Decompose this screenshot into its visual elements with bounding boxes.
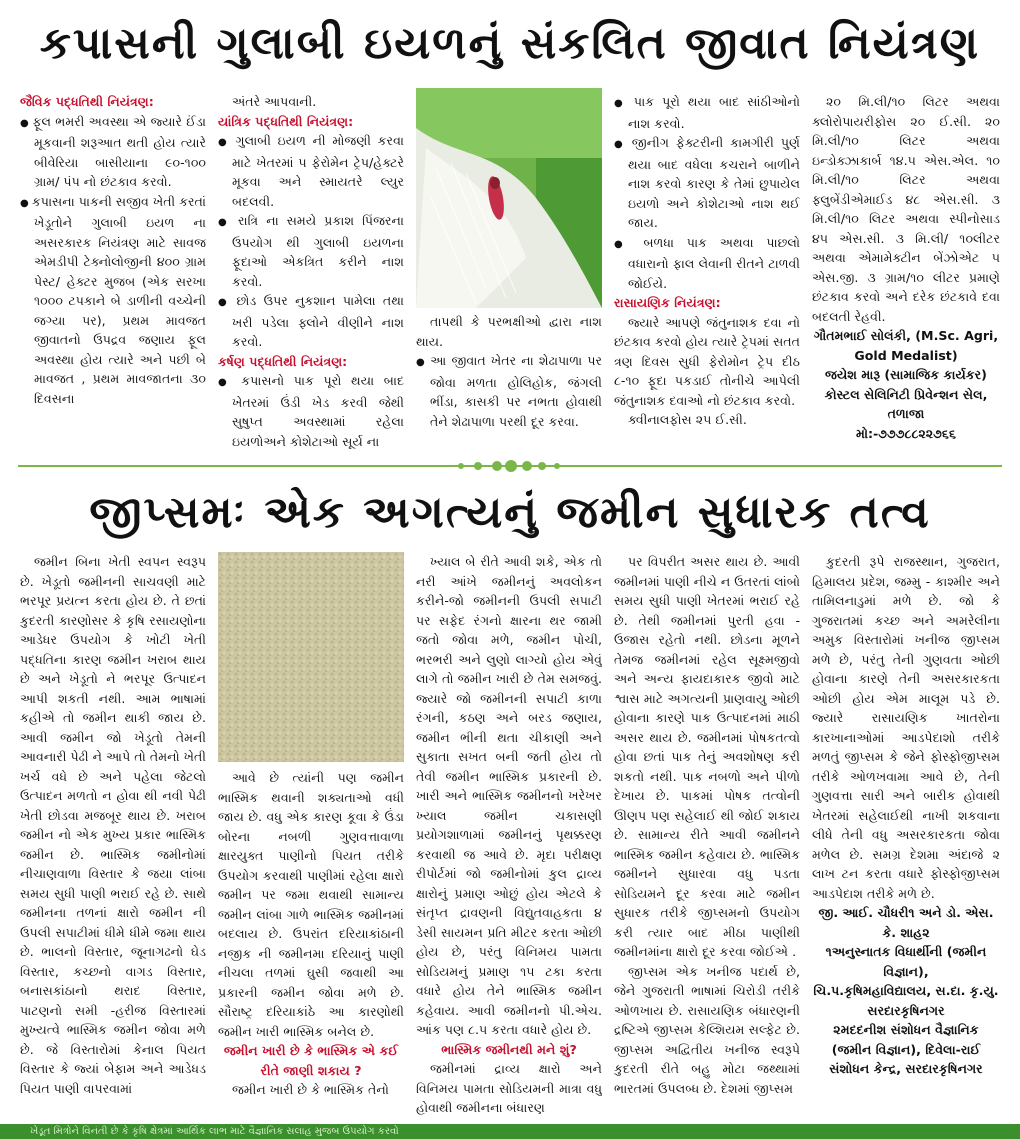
gypsum-photo bbox=[218, 552, 404, 762]
subheading: કર્ષણ પદ્ધતિથી નિયંત્રણ: bbox=[218, 353, 348, 369]
paragraph: જમીન ખારી છે કે ભાસ્મિક તેનો bbox=[232, 1082, 389, 1097]
footer-strip bbox=[0, 1124, 1020, 1139]
footer-text: ખેડૂત મિત્રોને વિનંતી છે કે કૃષિ ક્ષેત્રમાં આર્થિક લાભ માટે વૈજ્ઞાનિક સલાહ મુજબ ઉપયોગ કરવો bbox=[30, 1126, 399, 1137]
article1-col3 bbox=[416, 312, 602, 460]
author-credit: ૨મદદનીશ સંશોધન વૈજ્ઞાનિક (જમીન વિજ્ઞાન), દિવેલા-રાઈ સંશોધન કેન્દ્ર, સરદારકૃષિનગર bbox=[829, 1022, 983, 1076]
article2-title: જીપ્સમઃ એક અગત્યનું જમીન સુધારક તત્વ bbox=[89, 487, 931, 538]
paragraph: ૨૦ મિ.લી/૧૦ લિટર અથવા ક્લોરોપાયરીફોસ ૨૦ ઈ.સી. ૨૦ મિ.લી/૧૦ લિટર અથવા ઇન્ડોક્ઝાકાર્બ ૧૪.૫ એસ.એલ. ૧૦ મિ.લી/૧૦ લિટર અથવા ફ્લુબેંડીએમાઈડ ૪૮ એસ.સી. ૩ મિ.લી/૧૦ લિટર અથવા સ્પીનોસાડ ૪૫ એસ.સી. ૩ મિ.લી/ ૧૦લીટર અથવા એમામેક્ટીન બેંઝોએટ ૫ એસ.જી. ૩ ગ્રામ/૧૦ લીટર પ્રમાણે છંટકાવ કરવો અને દરેક છંટકાવે દવા બદલતી રેહવી. bbox=[812, 94, 1000, 324]
article2-col3 bbox=[416, 552, 602, 1120]
subheading: જૈવિક પદ્ધતિથી નિયંત્રણ: bbox=[20, 94, 154, 109]
article1-col1 bbox=[20, 92, 206, 460]
article2-col2 bbox=[218, 768, 404, 1120]
bullet-paragraph: ● ફૂલ ભમરી અવસ્થા એ જ્યારે ઈંડા મૂકવાની શરૂઆત થતી હોય ત્યારે બીવેરિયા બાસીયાના ૯૦-૧૦૦ ગ્રામ/ પંપ નો છંટકાવ કરવો. bbox=[20, 112, 206, 192]
bullet-paragraph: ● છોડ ઉપર નુકશાન પામેલા તથા ખરી પડેલા ફ્લોને વીણીને નાશ કરવો. bbox=[218, 291, 404, 352]
bollworm-photo bbox=[416, 88, 602, 308]
paragraph: તાપથી કે પરભક્ષીઓ દ્વારા નાશ થાય. bbox=[416, 314, 602, 349]
article1-col5 bbox=[812, 92, 1000, 460]
article2-col5 bbox=[812, 552, 1000, 1120]
paragraph: પર વિપરીત અસર થાય છે. આવી જમીનમાં પાણી નીચે ન ઉતરતાં લાંબો સમય સુધી પાણી ખેતરમાં ભરાઈ રહે છે. તેથી જમીનમાં પુરતી હવા - ઉજાસ રહેતો નથી. છોડના મૂળને તેમજ જમીનમાં રહેલ સૂક્ષ્મજીવો અને અન્ય ફાયદાકારક જીવો માટે શ્વાસ માટે અગત્યની પ્રાણવાયુ ઓછી હોવાના કારણે પાક ઉત્પાદનમાં માઠી અસર થાય છે. જમીનમાં પોષકતત્વો હોવા છતાં પાક તેનું અવશોષણ કરી શકતો નથી. પાક નબળો અને પીળો દેખાય છે. પાકમાં પોષક તત્વોની ઊણપ પણ સહેલાઈ થી જોઈ શકાય છે. સામાન્ય રીતે આવી જમીનને ભાસ્મિક જમીન કહેવાય છે. ભાસ્મિક જમીનને સુધારવા વધુ પડતા સોડિયમને દૂર કરવા માટે જમીન સુધારક તરીકે જીપ્સમનો ઉપયોગ કરી ત્યાર બાદ મીઠા પાણીથી જમીનમાંના ક્ષારો દૂર કરવા જોઈએ . bbox=[614, 554, 800, 959]
paragraph: આવે છે ત્યાંની પણ જમીન ભાસ્મિક થવાની શક્યતાઓ વધી જાય છે. વધુ એક કારણ કૂવા કે ઉંડા બોરના નબળી ગુણવત્તાવાળા ક્ષારયુક્ત પાણીનો પિયત તરીકે ઉપયોગ કરવાથી પાણીમાં રહેલા ક્ષારો જમીન પર જમા થવાથી સામાન્ય જમીન લાંબા ગાળે ભાસ્મિક જમીનમાં બદલાય છે. ઉપરાંત દરિયાકાંઠાની નજીક ની જમીનમા દરિયાનું પાણી નીચલા તળમાં ઘુસી જવાથી આ પ્રકારની જમીન જોવા મળે છે. સૌરાષ્ટ્ર દરિયાકાંઠે આ કારણોથી જમીન ખારી ભાસ્મિક બનેલ છે. bbox=[218, 770, 404, 1039]
bullet-paragraph: ● કપાસનો પાક પૂરો થયા બાદ ખેતરમાં ઉંડી ખેડ કરવી જેથી સુષુપ્ત અવસ્થામાં રહેલા ઇયળોઅને કોશેટાઓ સૂર્ય ના bbox=[218, 371, 404, 451]
article1-col2 bbox=[218, 92, 404, 460]
author-credit: કોસ્ટલ સેલિનિટી પ્રિવેન્શન સેલ, તળાજા bbox=[824, 386, 988, 421]
subheading: જમીન ખારી છે કે ભાસ્મિક એ કઈ રીતે જાણી શકાય ? bbox=[223, 1043, 399, 1078]
bullet-paragraph: ● ગુલાબી ઇયળ ની મોજણી કરવા માટે ખેતરમાં ૫ ફેરોમેન ટ્રેપ/હેક્ટરે મૂકવા અને સ્માયતરે લ્યુર બદલવી. bbox=[218, 131, 404, 211]
paragraph: ખ્યાલ બે રીતે આવી શકે, એક તો નરી આંખે જમીનનું અવલોકન કરીને-જો જમીનની ઉપલી સપાટી પર સફેદ રંગનો ક્ષારના થર જામી જતો જોવા મળે, જમીન પોચી, ભરભરી અને લુણો લાગ્યો હોય એવું લાગે તો જમીન ખારી છે તેમ સમજવું. જ્યારે જો જમીનની સપાટી કાળા રંગની, કઠણ અને બરડ જણાય, જમીન ભીની થતા ચીકાણી અને સુકાતા સખત બની જતી હોય તો તેવી જમીન ભાસ્મિક પ્રકારની છે. ખારી અને ભાસ્મિક જમીનનો ખરેખર ખ્યાલ જમીન ચકાસણી પ્રયોગશાળામાં જમીનનું પૃથક્કરણ કરવાથી જ આવે છે. મૃદા પરીક્ષણ રીપોર્ટમાં જો જમીનોમાં કુલ દ્રાવ્ય ક્ષારોનું પ્રમાણ ઓછું હોય એટલે કે સંતૃપ્ત દ્રાવણની વિદ્યુતવાહકતા ૪ ડેસી સાયમન પ્રતિ મીટર કરતા ઓછી હોય છે, પરંતુ વિનિમય પામતા સોડિયમનું પ્રમાણ ૧૫ ટકા કરતા વધારે હોય તેને ભાસ્મિક જમીન કહેવાય. આવી જમીનનો પી.એચ. આંક પણ ૮.૫ કરતા વધારે હોય છે. bbox=[416, 554, 602, 1037]
divider-ornament bbox=[458, 458, 562, 474]
bullet-paragraph: ● રાત્રિ ના સમયે પ્રકાશ પિંજરના ઉપયોગ થી ગુલાબી ઇયળના ફૂદાઓ એકત્રિત કરીને નાશ કરવો. bbox=[218, 211, 404, 291]
paragraph: જ્યારે આપણે જંતુનાશક દવા નો છંટકાવ કરવો હોય ત્યારે ટ્રેપમાં સતત ત્રણ દિવસ સુધી ફેરોમોન ટ્રેપ દીઠ ૮-૧૦ ફૂદા પકડાઈ તોનીચે આપેલી જંતુનાશક દવાઓ નો છંટકાવ કરવો. bbox=[614, 314, 800, 408]
paragraph: ક્વીનાલફોસ ૨૫ ઈ.સી. bbox=[628, 412, 747, 427]
paragraph: કુદરતી રૂપે રાજસ્થાન, ગુજરાત, હિમાલય પ્રદેશ, જમ્મુ - કાશ્મીર અને તામિલનાડુમાં મળે છે. જો કે ગુજરાતમાં કચ્છ અને અમરેલીના અમુક વિસ્તારોમાં ખનીજ જીપ્સમ મળે છે, પરંતુ તેની ગુણવતા ઓછી હોવાના કારણે તેની અસરકારકતા ઓછી હોય એમ માલૂમ પડે છે. જ્યારે રાસાયણિક ખાતરોના કારખાનાઓમાં આડપેદાશો તરીકે મળતું જીપ્સમ કે જેને ફોસ્ફોજીપ્સમ તરીકે ઓળખવામા આવે છે, તેની ગુણવત્તા સારી અને બારીક હોવાથી ખેતરમાં સહેલાઈથી નાખી શકવાના લીધે તેની વધુ અસરકારકતા જોવા મળેલ છે. સમગ્ર દેશમા અંદાજે ૨ લાખ ટન કરતા વધારે ફોસ્ફોજીપ્સમ આડપેદાશ તરીકે મળે છે. bbox=[812, 554, 1000, 901]
author-credit: જયેશ મારૂ (સામાજિક કાર્યકર) bbox=[825, 367, 987, 382]
author-credit: જી. આઈ. ચૌધરી૧ અને ડો. એસ. કે. શાહ૨ bbox=[818, 905, 994, 940]
subheading: ભાસ્મિક જમીનથી મને શું? bbox=[441, 1041, 577, 1057]
author-credit: ગૌતમભાઈ સોલંકી, (M.Sc. Agri, Gold Medalist) bbox=[813, 328, 999, 363]
bullet-paragraph: ● કપાસના પાકની સજીવ ખેતી કરતાં ખેડૂતોને ગુલાબી ઇયળ ના અસરકારક નિયંત્રણ માટે સાવજ એમડીપી ટેક્નોલોજીની ૪૦૦ ગ્રામ પેસ્ટ/ હેક્ટર મુજબ (એક સરખા ૧૦૦૦ ટપકાને બે ડાળીની વચ્ચેની જગ્યા પર), પ્રથમ માવજત જીવાતનો ઉપદ્રવ જણાય ફૂલ અવસ્થા હોય ત્યારે અને પછી બે માવજત , પ્રથમ માવજાતના ૩૦ દિવસના bbox=[20, 192, 206, 409]
paragraph: જીપ્સમ એક ખનીજ પદાર્થ છે, જેને ગુજરાતી ભાષામાં ચિરોડી તરીકે ઓળખાય છે. રાસાયણિક બંધારણની દ્રષ્ટિએ જીપ્સમ કેલ્શિયમ સલ્ફેટ છે. જીપ્સમ અદ્વિતીય ખનીજ સ્વરૂપે કુદરતી રીતે બહુ મોટા જથ્થામાં ભારતમાં ઉપલબ્ધ છે. દેશમાં જીપ્સમ bbox=[614, 963, 800, 1096]
paragraph: જમીનમાં દ્રાવ્ય ક્ષારો અને વિનિમય પામતા સોડિયમની માત્રા વધુ હોવાથી જમીનના બંધારણ bbox=[416, 1061, 602, 1115]
bullet-paragraph: ● જીનીગ ફેક્ટરીની કામગીરી પુર્ણ થયા બાદ વધેલા કચરાને બાળીને નાશ કરવો કારણ કે તેમાં છુપાયેલ ઇયળો અને કોશેટાઓ નાશ થઈ જાય. bbox=[614, 133, 800, 233]
article2-col4 bbox=[614, 552, 800, 1120]
bullet-paragraph: ● પાક પૂરો થયા બાદ સાંઠીઓનો નાશ કરવો. bbox=[614, 92, 800, 133]
subheading: યાંત્રિક પદ્ધતિથી નિયંત્રણ: bbox=[218, 113, 354, 129]
paragraph: અંતરે આપવાની. bbox=[232, 94, 317, 109]
article2-col1 bbox=[20, 552, 206, 1120]
author-credit: ૧અનુસ્નાતક વિધાર્થીની (જમીન વિજ્ઞાન), bbox=[825, 944, 987, 979]
bullet-paragraph: ● બળધા પાક અથવા પાછલો વધારાનો ફાલ લેવાની રીતને ટાળવી જોઈયે. bbox=[614, 233, 800, 294]
subheading: રાસાયણિક નિયંત્રણ: bbox=[614, 295, 721, 310]
article1-title: કપાસની ગુલાબી ઇયળનું સંકલિત જીવાત નિયંત્રણ bbox=[39, 18, 981, 69]
paragraph: જમીન બિના ખેતી સ્વપન સ્વરૂપ છે. ખેડૂતો જમીનની સાચવણી માટે ભરપૂર પ્રયત્ન કરતા હોય છે. તે છતાં કુદરતી કારણોસર કે કૃષિ રસાયણોના આડેધર ઉપયોગ કે ખોટી ખેતી પદ્ધતિના કારણ જમીન ખરાબ થાય છે અને ખેડૂતો ને ભરપૂર ઉત્પાદન આપી શકતી નથી. આમ ભાષામાં કહીએ તો જમીન થાકી જાય છે. આવી જમીન જો ખેડૂતો તેમની આવનારી પેઢી ને આપે તો તેમનો ખેતી ખર્ચ વધે છે અને પહેલા જેટલો ઉત્પાદન મળતો ન હોવા થી નવી પેઢી ખેતી છોડવા મજબૂર થાય છે. ખરાબ જમીન નો એક મુખ્ય પ્રકાર ભાસ્મિક જમીન છે. ભાસ્મિક જમીનોમાં નીચાણવાળા વિસ્તાર કે જયા લાંબા સમય સુધી પાણી ભરાઈ રહે છે. સાથે જમીનના તળનાં ક્ષારો જમીન ની ઉપલી સપાટીમાં ધીમે ધીમે જમા થાય છે. ભાલનો વિસ્તાર, જૂનાગઢનો ઘેડ વિસ્તાર, કચ્છનો વાગડ વિસ્તાર, બનાસકાંઠાનો થરાદ વિસ્તાર, પાટણનો સમી -હરીજ વિસ્તારમાં મુખ્યત્વે ભાસ્મિક જમીન જોવા મળે છે. જે વિસ્તારોમાં કેનાલ પિયત વિસ્તાર કે જ્યાં બેફામ અને આડેધડ પિયત પાણી વાપરવામાં bbox=[20, 554, 206, 1096]
bullet-paragraph: ● આ જીવાત ખેતર ના શેઢાપાળા પર જોવા મળતા હોલિહોક, જંગલી ભીંડા, કાસકી પર નભતા હોવાથી તેને શેઢાપાળા પરથી દૂર કરવા. bbox=[416, 351, 602, 431]
author-credit: મો:-૭૭૭૮૮૨૨૭૬૬ bbox=[855, 425, 957, 441]
author-credit: ચિ.પ.કૃષિમહાવિદ્યાલય, સ.દા. કૃ.યુ. સરદારકૃષિનગર bbox=[813, 983, 999, 1018]
article1-col4 bbox=[614, 92, 800, 460]
